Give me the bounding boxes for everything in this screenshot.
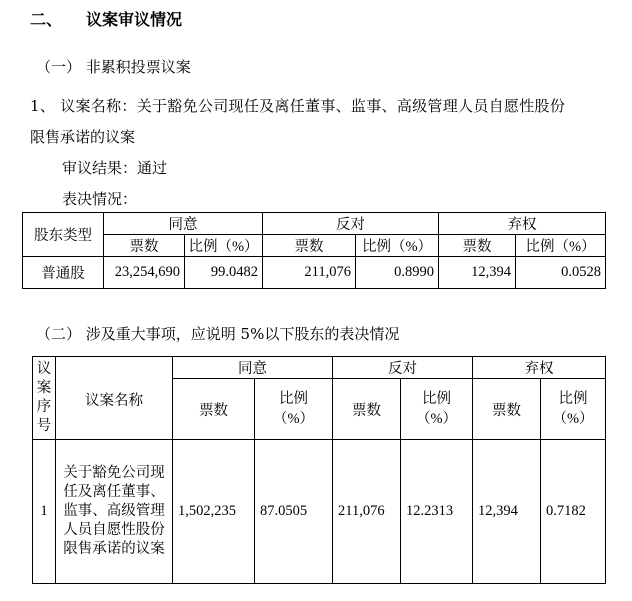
header-agree-ratio-text: 比例 （%） <box>272 391 315 427</box>
header-abstain-ratio <box>541 379 606 440</box>
table-row <box>23 257 606 289</box>
vote-table-all-shareholders <box>22 212 606 289</box>
cell-agree-ratio: 87.0505 <box>255 440 333 584</box>
cell-motion-name-text: 关于豁免公司现任及离任董事、监事、高级管理人员自愿性股份限售承诺的议案 <box>63 465 165 557</box>
cell-abstain-ratio: 0.0528 <box>516 257 606 289</box>
header-against-ratio-text: 比例 （%） <box>415 391 458 427</box>
header-against-votes: 票数 <box>333 379 401 440</box>
cell-against-ratio: 12.2313 <box>401 440 473 584</box>
header-abstain: 弃权 <box>439 213 606 235</box>
header-agree: 同意 <box>104 213 263 235</box>
header-shareholder-type: 股东类型 <box>23 213 104 257</box>
header-against: 反对 <box>333 357 473 379</box>
cell-shareholder-type: 普通股 <box>23 257 104 289</box>
cell-abstain-votes: 12,394 <box>473 440 541 584</box>
header-motion-seq-text: 议 案 序 号 <box>36 361 52 434</box>
cell-agree-votes: 1,502,235 <box>173 440 255 584</box>
header-abstain-ratio: 比例（%） <box>516 235 606 257</box>
subsection-title-non-cumulative: （一） 非累积投票议案 <box>36 58 191 76</box>
table-row <box>33 440 606 584</box>
motion-name-line1: 1、 议案名称：关于豁免公司现任及离任董事、监事、高级管理人员自愿性股份 <box>30 97 566 115</box>
header-abstain-votes: 票数 <box>439 235 516 257</box>
header-motion-seq <box>33 357 56 440</box>
header-agree: 同意 <box>173 357 333 379</box>
header-against-votes: 票数 <box>263 235 356 257</box>
review-result: 审议结果：通过 <box>62 159 168 177</box>
header-against-ratio <box>401 379 473 440</box>
vote-status-label: 表决情况： <box>62 190 138 208</box>
header-agree-ratio: 比例（%） <box>185 235 263 257</box>
header-abstain-ratio-text: 比例 （%） <box>552 391 594 427</box>
header-against: 反对 <box>263 213 439 235</box>
cell-against-votes: 211,076 <box>263 257 356 289</box>
header-abstain-votes: 票数 <box>473 379 541 440</box>
header-agree-votes: 票数 <box>173 379 255 440</box>
motion-name-line2: 限售承诺的议案 <box>30 128 136 146</box>
vote-table-minority-shareholders <box>32 356 606 584</box>
cell-agree-votes: 23,254,690 <box>104 257 185 289</box>
header-against-ratio: 比例（%） <box>356 235 439 257</box>
subsection-title-minority-shareholders: （二） 涉及重大事项，应说明 5%以下股东的表决情况 <box>36 325 400 343</box>
cell-motion-seq: 1 <box>33 440 56 584</box>
section-number: 二、 <box>30 10 63 29</box>
cell-against-votes: 211,076 <box>333 440 401 584</box>
cell-motion-name <box>56 440 173 584</box>
header-agree-votes: 票数 <box>104 235 185 257</box>
cell-against-ratio: 0.8990 <box>356 257 439 289</box>
header-abstain: 弃权 <box>473 357 606 379</box>
section-heading <box>30 7 182 30</box>
cell-abstain-votes: 12,394 <box>439 257 516 289</box>
header-agree-ratio <box>255 379 333 440</box>
section-title: 议案审议情况 <box>86 10 183 29</box>
cell-abstain-ratio: 0.7182 <box>541 440 606 584</box>
header-motion-name: 议案名称 <box>56 357 173 440</box>
cell-agree-ratio: 99.0482 <box>185 257 263 289</box>
